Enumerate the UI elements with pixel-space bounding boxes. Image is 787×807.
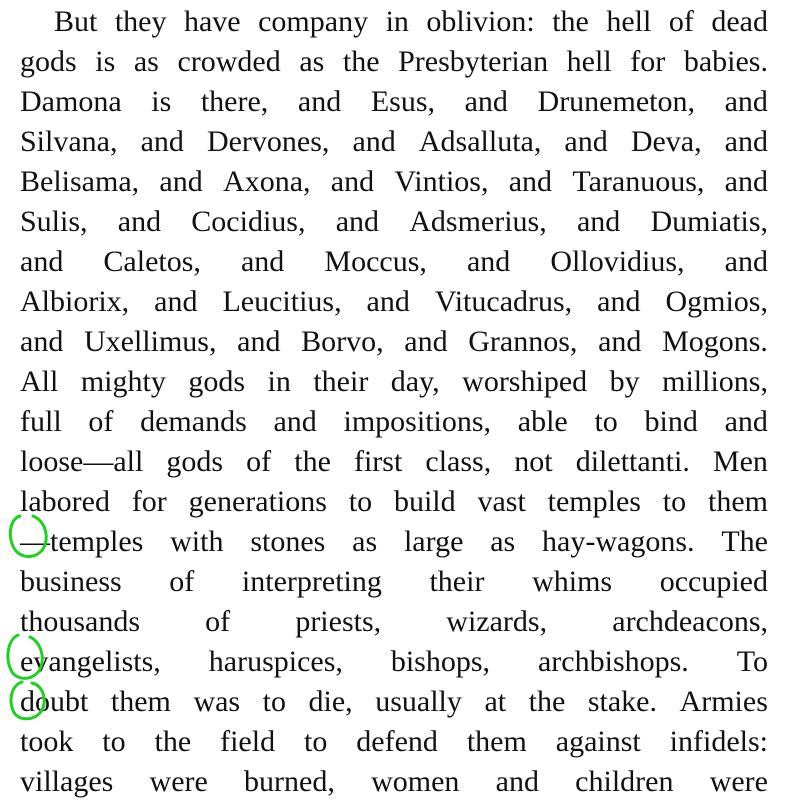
- text-line: [20, 562, 768, 602]
- word: to: [262, 685, 286, 718]
- word: defend: [356, 725, 438, 758]
- word: their: [429, 565, 485, 598]
- word: and: [335, 205, 380, 238]
- word: archdeacons,: [612, 605, 768, 638]
- word: Uxellimus,: [83, 325, 217, 358]
- text-line: [20, 642, 768, 682]
- word: and: [495, 765, 539, 798]
- word: and: [597, 285, 641, 318]
- word: to: [594, 405, 618, 438]
- word: were: [149, 765, 208, 798]
- word: All: [20, 365, 59, 398]
- word: able: [517, 405, 568, 438]
- word: Axona,: [223, 165, 311, 198]
- word: Drunemeton,: [537, 85, 695, 118]
- word: is: [151, 85, 172, 118]
- word: at: [484, 685, 507, 718]
- word: and: [140, 125, 184, 158]
- word: usually: [375, 685, 462, 718]
- word: and: [404, 325, 448, 358]
- word: of: [169, 565, 195, 598]
- text-line: [20, 682, 768, 722]
- word: Adsalluta,: [418, 125, 542, 158]
- word: Taranuous,: [572, 165, 705, 198]
- word: hell: [566, 45, 612, 78]
- word: to: [102, 725, 126, 758]
- word: temples: [547, 485, 641, 518]
- word: archbishops.: [537, 645, 689, 678]
- word: and: [724, 165, 768, 198]
- word: and: [724, 245, 768, 278]
- word: in: [385, 5, 409, 38]
- word: them: [466, 725, 527, 758]
- word: vast: [477, 485, 526, 518]
- word: by: [609, 365, 640, 398]
- word: Albiorix,: [20, 285, 130, 318]
- word: doubt: [20, 685, 89, 718]
- word: oblivion:: [426, 5, 535, 38]
- text-line: [20, 242, 768, 282]
- word: babies.: [683, 45, 768, 78]
- word: took: [20, 725, 74, 758]
- word: and: [237, 325, 281, 358]
- word: Deva,: [630, 125, 702, 158]
- word: the: [294, 445, 331, 478]
- word: as: [352, 525, 378, 558]
- word: and: [724, 405, 768, 438]
- word: dilettanti.: [575, 445, 690, 478]
- word: Vitucadrus,: [434, 285, 573, 318]
- word: Armies: [679, 685, 768, 718]
- text-line: [20, 322, 768, 362]
- word: and: [154, 285, 198, 318]
- word: build: [393, 485, 456, 518]
- text-line: [20, 202, 768, 242]
- word: the: [154, 725, 192, 758]
- word: bind: [644, 405, 698, 438]
- word: crowded: [177, 45, 281, 78]
- word: as: [490, 525, 516, 558]
- word: Sulis,: [20, 205, 88, 238]
- text-line: [20, 362, 768, 402]
- word: stones: [250, 525, 326, 558]
- word: to: [304, 725, 328, 758]
- word: Cocidius,: [191, 205, 306, 238]
- text-line: [20, 42, 768, 82]
- word: they: [114, 5, 167, 38]
- word: priests,: [295, 605, 382, 638]
- word: for: [630, 45, 666, 78]
- word: die,: [308, 685, 353, 718]
- word: Leucitius,: [222, 285, 342, 318]
- word: thousands: [20, 605, 140, 638]
- word: Presbyterian: [398, 45, 549, 78]
- word: and: [598, 325, 642, 358]
- word: evangelists,: [20, 645, 161, 678]
- word: and: [273, 405, 317, 438]
- text-line: [20, 82, 768, 122]
- word: whims: [532, 565, 613, 598]
- word: have: [183, 5, 241, 38]
- word: to: [662, 485, 687, 518]
- word: mighty: [80, 365, 166, 398]
- word: Vintios,: [394, 165, 489, 198]
- word: there,: [200, 85, 269, 118]
- word: hell: [606, 5, 652, 38]
- word: of: [668, 5, 694, 38]
- word: to: [348, 485, 373, 518]
- word: burned,: [244, 765, 335, 798]
- word: and: [508, 165, 553, 198]
- word: were: [709, 765, 768, 798]
- word: and: [352, 125, 396, 158]
- word: Men: [712, 445, 768, 478]
- word: haruspices,: [208, 645, 343, 678]
- word: and: [724, 85, 768, 118]
- word: company: [258, 5, 369, 38]
- word: dead: [711, 5, 768, 38]
- text-line: [20, 722, 768, 762]
- word: of: [88, 405, 114, 438]
- word: Adsmerius,: [409, 205, 547, 238]
- word: worshiped: [462, 365, 588, 398]
- word: and: [366, 285, 410, 318]
- word: as: [133, 45, 159, 78]
- word: Damona: [20, 85, 122, 118]
- word: first: [353, 445, 403, 478]
- word: villages: [20, 765, 114, 798]
- word: and: [564, 125, 608, 158]
- word: bishops,: [390, 645, 491, 678]
- document-page: [20, 2, 768, 802]
- word: gods: [188, 365, 246, 398]
- word: and: [464, 85, 508, 118]
- word: for: [131, 485, 167, 518]
- word: the: [528, 685, 566, 718]
- word: large: [403, 525, 464, 558]
- word: is: [95, 45, 116, 78]
- word: gods: [20, 45, 77, 78]
- word: Dumiatis,: [650, 205, 768, 238]
- word: and: [576, 205, 621, 238]
- word: and: [330, 165, 375, 198]
- word: But: [54, 5, 98, 38]
- word: with: [170, 525, 224, 558]
- word: and: [297, 85, 342, 118]
- word: Ogmios,: [665, 285, 768, 318]
- word: stake.: [587, 685, 657, 718]
- word: Caletos,: [103, 245, 201, 278]
- word: infidels:: [669, 725, 768, 758]
- word: full: [20, 405, 62, 438]
- word: Esus,: [370, 85, 436, 118]
- word: of: [246, 445, 272, 478]
- word: the: [552, 5, 589, 38]
- word: day,: [390, 365, 440, 398]
- word: children: [575, 765, 674, 798]
- word: of: [205, 605, 231, 638]
- word: and: [117, 205, 162, 238]
- word: not: [514, 445, 553, 478]
- text-line: [20, 442, 768, 482]
- word: hay-wagons.: [542, 525, 695, 558]
- word: them: [110, 685, 171, 718]
- word: the: [342, 45, 380, 78]
- word: against: [555, 725, 641, 758]
- word: —temples: [20, 525, 144, 558]
- word: generations: [188, 485, 327, 518]
- word: demands: [140, 405, 247, 438]
- word: women: [371, 765, 460, 798]
- word: impositions,: [343, 405, 492, 438]
- word: Grannos,: [468, 325, 578, 358]
- text-line: [20, 402, 768, 442]
- word: in: [267, 365, 291, 398]
- word: gods: [166, 445, 224, 478]
- word: The: [721, 525, 768, 558]
- text-line: [20, 282, 768, 322]
- word: interpreting: [241, 565, 382, 598]
- word: Silvana,: [20, 125, 118, 158]
- word: and: [159, 165, 203, 198]
- word: Mogons.: [662, 325, 768, 358]
- word: millions,: [662, 365, 768, 398]
- word: labored: [20, 485, 110, 518]
- text-line: [20, 762, 768, 802]
- word: wizards,: [446, 605, 548, 638]
- word: Borvo,: [301, 325, 384, 358]
- word: class,: [425, 445, 492, 478]
- word: Moccus,: [324, 245, 427, 278]
- word: was: [193, 685, 241, 718]
- word: and: [20, 325, 64, 358]
- word: their: [313, 365, 369, 398]
- text-line: [20, 2, 768, 42]
- word: Ollovidius,: [550, 245, 685, 278]
- text-line: [20, 522, 768, 562]
- word: and: [240, 245, 285, 278]
- word: and: [466, 245, 511, 278]
- word: as: [299, 45, 325, 78]
- text-line: [20, 602, 768, 642]
- word: business: [20, 565, 122, 598]
- word: them: [707, 485, 768, 518]
- word: Dervones,: [206, 125, 330, 158]
- word: field: [220, 725, 276, 758]
- word: Belisama,: [20, 165, 140, 198]
- word: occupied: [659, 565, 768, 598]
- word: To: [736, 645, 768, 678]
- word: loose—all: [20, 445, 144, 478]
- word: and: [724, 125, 768, 158]
- word: and: [20, 245, 64, 278]
- text-line: [20, 482, 768, 522]
- text-line: [20, 162, 768, 202]
- text-line: [20, 122, 768, 162]
